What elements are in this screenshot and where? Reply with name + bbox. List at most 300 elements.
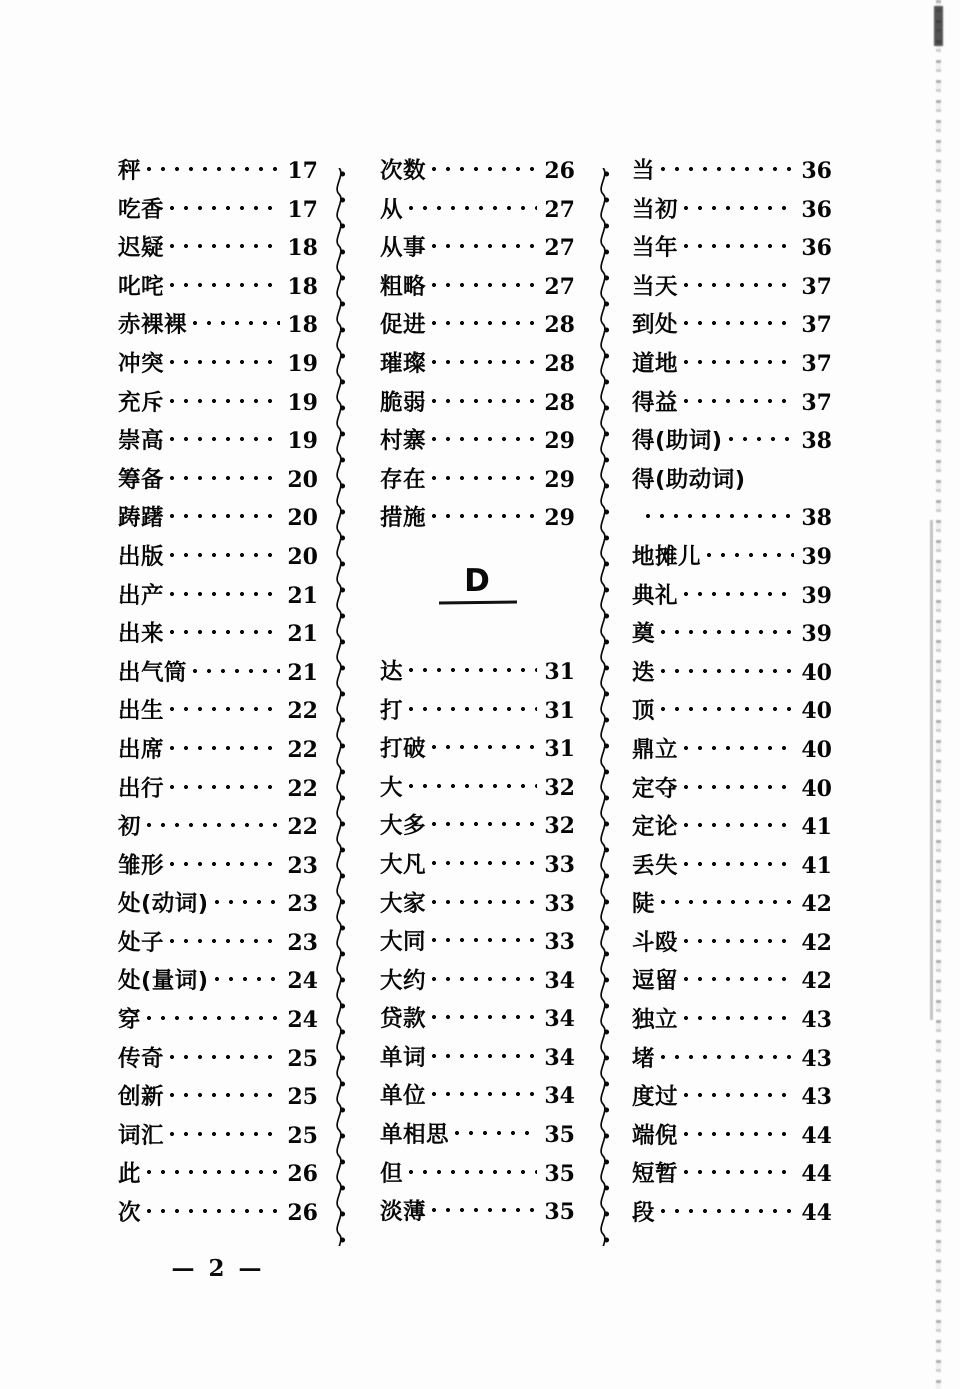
index-entry[interactable]	[380, 851, 575, 893]
index-entry-term: 大凡	[380, 851, 427, 878]
index-entry-term: 当	[632, 158, 656, 184]
index-entry-term: 当天	[632, 273, 679, 300]
dot-leader	[215, 895, 280, 911]
index-entry[interactable]	[632, 543, 832, 585]
index-entry-page-number: 24	[287, 968, 318, 995]
index-entry-page-number: 21	[287, 659, 318, 686]
dot-leader	[684, 818, 794, 834]
index-entry[interactable]	[380, 507, 575, 546]
index-entry-term: 道地	[632, 350, 679, 377]
dot-leader	[170, 548, 280, 564]
index-entry[interactable]	[380, 466, 575, 508]
dot-leader	[215, 972, 280, 988]
dot-leader	[432, 239, 537, 255]
index-entry-page-number: 44	[801, 1200, 832, 1227]
page-edge-scan-artifact-top	[934, 6, 943, 46]
index-entry-page-number: 19	[287, 389, 318, 416]
index-entry[interactable]	[118, 852, 318, 894]
index-entry[interactable]	[632, 700, 832, 739]
index-entry-term: 迟疑	[118, 235, 165, 262]
index-entry-page-number: 19	[287, 428, 318, 455]
index-entry-page-number: 31	[544, 658, 575, 685]
dot-leader	[684, 741, 794, 757]
dot-leader	[661, 1050, 794, 1066]
index-entry-term: 次数	[380, 158, 427, 184]
index-entry-term: 到处	[632, 312, 679, 339]
index-entry-page-number: 28	[544, 350, 575, 377]
index-entry-page-number: 33	[544, 890, 575, 917]
index-entry-term: 定夺	[632, 775, 679, 802]
index-entry[interactable]	[632, 1009, 832, 1048]
index-entry-term: 贷款	[380, 1006, 427, 1033]
index-entry-term: 陡	[632, 891, 656, 918]
dot-leader	[684, 1011, 794, 1027]
index-entry[interactable]	[118, 1086, 318, 1125]
index-entry[interactable]	[118, 970, 318, 1009]
index-entry-term: 独立	[632, 1007, 679, 1034]
index-entry[interactable]	[632, 893, 832, 932]
index-entry-page-number: 38	[801, 428, 832, 455]
section-spacer	[380, 623, 575, 661]
index-entry-page-number: 43	[801, 1084, 832, 1111]
index-entry-term: 出产	[118, 582, 165, 609]
index-entry-term: 鼎立	[632, 736, 679, 763]
index-entry-term: 出来	[118, 621, 165, 648]
index-entry-page-number: 26	[544, 158, 575, 184]
index-entry-page-number: 17	[287, 196, 318, 223]
index-entry-term: 筹备	[118, 466, 165, 493]
index-entry[interactable]	[380, 890, 575, 932]
index-entry-term: 逗留	[632, 968, 679, 995]
index-entry-term: 得(助词)	[632, 428, 723, 455]
index-entry-term: 大多	[380, 813, 427, 840]
index-entry-page-number: 37	[801, 273, 832, 300]
index-entry[interactable]	[632, 1122, 832, 1164]
index-entry-term: 此	[118, 1161, 142, 1188]
index-entry-page-number: 19	[287, 350, 318, 377]
index-entry[interactable]	[380, 1124, 575, 1163]
section-letter: D	[464, 562, 491, 599]
index-entry[interactable]	[118, 659, 318, 701]
dot-leader	[684, 201, 794, 217]
index-entry[interactable]	[118, 1122, 318, 1164]
index-entry[interactable]	[380, 1201, 575, 1240]
dot-leader	[147, 1011, 280, 1027]
dot-leader	[170, 587, 280, 603]
index-entry[interactable]	[118, 389, 318, 431]
dot-leader	[193, 316, 280, 332]
dot-leader	[432, 316, 537, 332]
index-entry-page-number: 32	[544, 813, 575, 840]
index-entry-page-number: 37	[801, 350, 832, 377]
index-entry-term: 措施	[380, 505, 427, 532]
index-entry-term: 出行	[118, 775, 165, 802]
dot-leader	[684, 1165, 794, 1181]
index-entry[interactable]	[118, 1163, 318, 1202]
index-entry[interactable]	[118, 1009, 318, 1048]
index-entry[interactable]	[118, 237, 318, 276]
index-entry-term: 得(助动词)	[632, 466, 746, 493]
dot-leader	[147, 1165, 280, 1181]
index-entry-page-number: 42	[801, 968, 832, 995]
index-entry[interactable]	[380, 430, 575, 469]
dot-leader	[661, 895, 794, 911]
index-entry-page-number: 39	[801, 582, 832, 609]
index-entry-page-number: 34	[544, 1044, 575, 1071]
index-entry-term: 处(动词)	[118, 891, 209, 918]
index-entry[interactable]	[632, 736, 832, 778]
index-entry[interactable]	[380, 196, 575, 238]
dot-leader	[409, 201, 537, 217]
dot-leader	[432, 1203, 537, 1219]
index-entry-page-number: 36	[801, 158, 832, 184]
dot-leader	[170, 1088, 280, 1104]
index-entry[interactable]	[118, 466, 318, 508]
dot-leader	[684, 587, 794, 603]
dot-leader	[170, 471, 280, 487]
index-entry-term: 从	[380, 196, 404, 223]
dot-leader	[455, 1126, 537, 1142]
index-entry-term: 迭	[632, 659, 656, 686]
index-entry[interactable]	[632, 1086, 832, 1125]
index-entry[interactable]	[380, 815, 575, 854]
index-entry-page-number: 37	[801, 312, 832, 339]
index-entry-term: 打	[380, 697, 404, 724]
index-entry[interactable]	[118, 736, 318, 778]
dot-leader	[193, 664, 280, 680]
index-entry[interactable]	[380, 1085, 575, 1124]
index-entry-page-number: 22	[287, 736, 318, 763]
index-entry-page-number: 43	[801, 1007, 832, 1034]
index-column-3	[632, 160, 832, 1241]
index-entry[interactable]	[380, 931, 575, 970]
index-entry-term: 出气筒	[118, 659, 188, 686]
index-entry[interactable]	[380, 697, 575, 739]
index-entry-term: 冲突	[118, 350, 165, 377]
dot-leader	[170, 625, 280, 641]
index-entry-page-number: 40	[801, 736, 832, 763]
index-entry[interactable]	[632, 816, 832, 855]
index-entry[interactable]	[118, 929, 318, 971]
index-entry-term: 但	[380, 1160, 404, 1187]
index-entry-page-number: 27	[544, 235, 575, 262]
dot-leader	[646, 509, 794, 525]
index-entry-page-number: 22	[287, 698, 318, 725]
dot-leader	[147, 1204, 280, 1220]
index-entry[interactable]	[380, 160, 575, 199]
index-entry-page-number: 25	[287, 1122, 318, 1149]
index-entry-page-number: 40	[801, 775, 832, 802]
index-entry[interactable]	[632, 1045, 832, 1087]
index-entry-term: 奠	[632, 621, 656, 648]
index-entry[interactable]	[118, 160, 318, 199]
index-entry-term: 顶	[632, 698, 656, 725]
index-entry-page-number: 26	[287, 1161, 318, 1188]
index-entry[interactable]	[632, 314, 832, 353]
index-entry-page-number: 22	[287, 814, 318, 841]
index-entry-page-number: 20	[287, 543, 318, 570]
index-entry-page-number: 35	[544, 1160, 575, 1187]
index-entry-term: 出席	[118, 736, 165, 763]
index-entry-page-number: 23	[287, 891, 318, 918]
index-entry-page-number: 26	[287, 1200, 318, 1227]
dot-leader	[432, 972, 537, 988]
index-entry-page-number: 31	[544, 697, 575, 724]
index-entry-page-number: 21	[287, 621, 318, 648]
index-entry[interactable]	[380, 1044, 575, 1086]
index-entry[interactable]	[118, 1045, 318, 1087]
index-entry-term: 叱咤	[118, 273, 165, 300]
index-entry-term: 单位	[380, 1083, 427, 1110]
index-entry-page-number: 34	[544, 1083, 575, 1110]
dot-leader	[684, 1127, 794, 1143]
index-entry-term: 当年	[632, 235, 679, 262]
wavy-divider-icon-left	[326, 168, 352, 1246]
index-entry-page-number: 37	[801, 389, 832, 416]
index-entry-term: 得益	[632, 389, 679, 416]
index-entry-term: 短暂	[632, 1161, 679, 1188]
dot-leader	[707, 548, 794, 564]
dot-leader	[170, 780, 280, 796]
index-entry-term: 崇高	[118, 428, 165, 455]
index-entry-term: 从事	[380, 235, 427, 262]
dot-leader	[170, 278, 280, 294]
index-entry[interactable]	[380, 774, 575, 816]
index-entry-page-number: 25	[287, 1045, 318, 1072]
index-entry-term: 大同	[380, 929, 427, 956]
dot-leader	[409, 663, 537, 679]
index-entry[interactable]	[632, 237, 832, 276]
index-entry[interactable]	[118, 196, 318, 238]
dot-leader	[661, 702, 794, 718]
index-entry-term: 存在	[380, 466, 427, 493]
dot-leader	[684, 278, 794, 294]
index-entry-term: 丢失	[632, 852, 679, 879]
index-entry[interactable]	[632, 430, 832, 469]
dot-leader	[432, 740, 537, 756]
index-entry[interactable]	[118, 1202, 318, 1241]
dot-leader	[661, 664, 794, 680]
index-entry[interactable]	[632, 160, 832, 199]
index-entry-page-number: 29	[544, 428, 575, 455]
index-entry-term: 当初	[632, 196, 679, 223]
index-entry-term: 大家	[380, 890, 427, 917]
index-entry-term: 出生	[118, 698, 165, 725]
dot-leader	[147, 818, 280, 834]
index-entry-term: 打破	[380, 736, 427, 763]
index-entry-page-number: 20	[287, 505, 318, 532]
dot-leader	[170, 1127, 280, 1143]
index-entry-term: 赤裸裸	[118, 312, 188, 339]
index-entry[interactable]	[118, 350, 318, 392]
dot-leader	[729, 432, 794, 448]
index-entry[interactable]	[632, 389, 832, 431]
index-entry-page-number: 42	[801, 929, 832, 956]
dot-leader	[432, 162, 537, 178]
index-entry-term: 大约	[380, 967, 427, 994]
index-entry-page-number: 42	[801, 891, 832, 918]
index-entry-term: 粗略	[380, 273, 427, 300]
index-entry[interactable]	[118, 816, 318, 855]
index-entry-page-number: 28	[544, 312, 575, 339]
dot-leader	[170, 509, 280, 525]
index-entry-page-number: 17	[287, 158, 318, 184]
index-entry-page-number: 35	[544, 1122, 575, 1149]
page-edge-scan-artifact	[936, 0, 941, 1389]
dot-leader	[684, 355, 794, 371]
index-entry-page-number: 25	[287, 1084, 318, 1111]
index-entry-wrapped-continuation[interactable]	[632, 507, 832, 546]
index-entry[interactable]	[380, 314, 575, 353]
index-entry-wrapped-term[interactable]	[632, 466, 832, 508]
section-heading-D	[380, 546, 575, 623]
index-entry-term: 端倪	[632, 1122, 679, 1149]
dot-leader	[661, 162, 794, 178]
index-entry-term: 单相思	[380, 1122, 450, 1149]
index-entry[interactable]	[380, 273, 575, 315]
index-entry-term: 次	[118, 1200, 142, 1227]
index-entry-page-number: 27	[544, 273, 575, 300]
index-entry-page-number: 41	[801, 852, 832, 879]
dot-leader	[170, 355, 280, 371]
index-entry-term: 达	[380, 658, 404, 685]
dot-leader	[170, 432, 280, 448]
wavy-divider-icon-right	[590, 168, 616, 1246]
index-entry-term: 传奇	[118, 1045, 165, 1072]
dot-leader	[432, 278, 537, 294]
dot-leader	[432, 817, 537, 833]
index-entry[interactable]	[118, 700, 318, 739]
index-entry-term: 大	[380, 774, 404, 801]
index-entry-page-number: 34	[544, 1006, 575, 1033]
index-entry[interactable]	[632, 929, 832, 971]
index-entry-page-number: 29	[544, 466, 575, 493]
index-entry-page-number: 38	[801, 505, 832, 532]
dot-leader	[409, 779, 537, 795]
index-entry[interactable]	[632, 623, 832, 662]
index-entry-page-number: 36	[801, 235, 832, 262]
dot-leader	[684, 239, 794, 255]
index-entry-page-number: 44	[801, 1122, 832, 1149]
index-entry[interactable]	[118, 273, 318, 315]
index-entry-term: 段	[632, 1200, 656, 1227]
dot-leader	[170, 1050, 280, 1066]
index-entry[interactable]	[118, 623, 318, 662]
index-entry-term: 出版	[118, 543, 165, 570]
index-entry-page-number: 28	[544, 389, 575, 416]
index-entry-term: 处(量词)	[118, 968, 209, 995]
index-entry-term: 度过	[632, 1084, 679, 1111]
index-entry[interactable]	[118, 430, 318, 469]
index-entry[interactable]	[118, 543, 318, 585]
index-entry-page-number: 18	[287, 312, 318, 339]
index-entry-page-number: 22	[287, 775, 318, 802]
index-entry-page-number: 18	[287, 235, 318, 262]
index-entry-page-number: 44	[801, 1161, 832, 1188]
index-entry[interactable]	[380, 1160, 575, 1202]
dot-leader	[432, 856, 537, 872]
dot-leader	[170, 239, 280, 255]
dot-leader	[170, 857, 280, 873]
index-entry-term: 定论	[632, 814, 679, 841]
footer-page-number: — 2 —	[171, 1255, 265, 1282]
dot-leader	[432, 355, 537, 371]
index-entry-term: 促进	[380, 312, 427, 339]
index-entry[interactable]	[632, 1163, 832, 1202]
index-entry[interactable]	[118, 775, 318, 817]
index-entry-term: 处子	[118, 929, 165, 956]
index-entry[interactable]	[632, 1202, 832, 1241]
dot-leader	[684, 394, 794, 410]
index-entry-page-number: 35	[544, 1199, 575, 1226]
dot-leader	[684, 934, 794, 950]
index-entry[interactable]	[380, 237, 575, 276]
index-entry-page-number: 29	[544, 505, 575, 532]
dot-leader	[409, 702, 537, 718]
index-entry-term: 充斥	[118, 389, 165, 416]
index-entry-page-number: 40	[801, 698, 832, 725]
index-entry-page-number: 23	[287, 929, 318, 956]
index-entry[interactable]	[380, 389, 575, 431]
dot-leader	[684, 780, 794, 796]
dot-leader	[432, 509, 537, 525]
index-entry[interactable]	[632, 775, 832, 817]
dot-leader	[432, 895, 537, 911]
index-entry-page-number: 32	[544, 774, 575, 801]
index-entry-term: 初	[118, 814, 142, 841]
index-entry[interactable]	[632, 196, 832, 238]
index-entry-page-number: 18	[287, 273, 318, 300]
index-entry-term: 踌躇	[118, 505, 165, 532]
index-entry-term: 雏形	[118, 852, 165, 879]
index-entry[interactable]	[380, 1008, 575, 1047]
index-entry-page-number: 23	[287, 852, 318, 879]
index-entry[interactable]	[118, 507, 318, 546]
index-entry[interactable]	[632, 659, 832, 701]
dot-leader	[432, 1049, 537, 1065]
index-entry-page-number: 20	[287, 466, 318, 493]
index-entry[interactable]	[632, 350, 832, 392]
index-entry[interactable]	[632, 273, 832, 315]
index-entry-page-number: 33	[544, 851, 575, 878]
index-entry-term: 典礼	[632, 582, 679, 609]
index-entry-page-number: 24	[287, 1007, 318, 1034]
index-entry[interactable]	[632, 970, 832, 1009]
index-entry-page-number: 43	[801, 1045, 832, 1072]
index-entry-term: 脆弱	[380, 389, 427, 416]
index-entry[interactable]	[380, 738, 575, 777]
dot-leader	[409, 1165, 537, 1181]
index-entry[interactable]	[118, 314, 318, 353]
index-entry[interactable]	[632, 852, 832, 894]
index-entry-page-number: 39	[801, 621, 832, 648]
index-entry[interactable]	[118, 893, 318, 932]
index-entry-page-number: 39	[801, 543, 832, 570]
dot-leader	[684, 857, 794, 873]
index-entry-page-number: 41	[801, 814, 832, 841]
index-entry-term: 地摊儿	[632, 543, 702, 570]
index-entry[interactable]	[380, 350, 575, 392]
dot-leader	[170, 741, 280, 757]
dot-leader	[432, 394, 537, 410]
index-entry-page-number: 31	[544, 736, 575, 763]
dot-leader	[432, 432, 537, 448]
index-entry[interactable]	[380, 967, 575, 1009]
index-entry[interactable]	[632, 582, 832, 624]
dot-leader	[147, 162, 280, 178]
index-entry[interactable]	[118, 582, 318, 624]
index-entry[interactable]	[380, 658, 575, 700]
